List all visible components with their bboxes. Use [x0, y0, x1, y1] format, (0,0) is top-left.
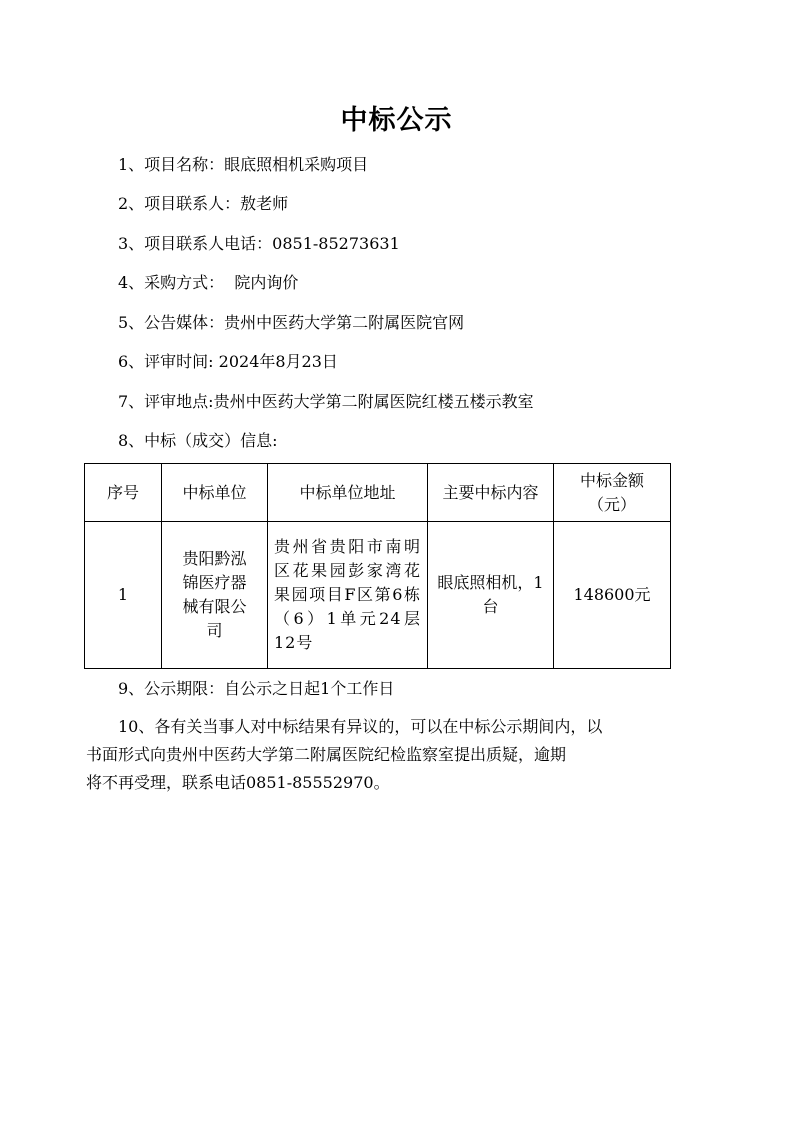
header-content: 主要中标内容 [428, 464, 554, 522]
objection-line-3: 将不再受理，联系电话0851-85552970。 [86, 773, 390, 792]
item-procurement-method: 4、采购方式： 院内询价 [118, 273, 299, 292]
award-table [84, 463, 671, 669]
item-review-location: 7、评审地点:贵州中医药大学第二附属医院红楼五楼示教室 [118, 392, 534, 411]
cell-seq: 1 [85, 522, 162, 669]
item-notice-period: 9、公示期限：自公示之日起1个工作日 [118, 679, 395, 698]
cell-company: 贵阳黔泓锦医疗器械有限公司 [162, 522, 268, 669]
header-address: 中标单位地址 [268, 464, 428, 522]
cell-address: 贵州省贵阳市南明区花果园彭家湾花果园项目F区第6栋（6）1单元24层12号 [268, 522, 428, 669]
item-project-name: 1、项目名称：眼底照相机采购项目 [118, 155, 369, 174]
table-header-row [85, 464, 671, 522]
item-media: 5、公告媒体：贵州中医药大学第二附属医院官网 [118, 313, 465, 332]
objection-line-1: 10、各有关当事人对中标结果有异议的，可以在中标公示期间内，以 [118, 717, 603, 736]
item-contact-phone: 3、项目联系人电话：0851-85273631 [118, 234, 400, 253]
cell-content: 眼底照相机，1台 [428, 522, 554, 669]
header-company: 中标单位 [162, 464, 268, 522]
objection-line-2: 书面形式向贵州中医药大学第二附属医院纪检监察室提出质疑，逾期 [86, 745, 567, 764]
objection-notice [86, 713, 674, 797]
cell-amount: 148600元 [554, 522, 671, 669]
item-award-info: 8、中标（成交）信息: [118, 431, 278, 450]
table-row [85, 522, 671, 669]
page-title: 中标公示 [340, 105, 453, 136]
header-amount: 中标金额（元） [554, 464, 671, 522]
item-contact-person: 2、项目联系人：敖老师 [118, 194, 289, 213]
item-review-time: 6、评审时间: 2024年8月23日 [118, 352, 338, 371]
header-seq: 序号 [85, 464, 162, 522]
